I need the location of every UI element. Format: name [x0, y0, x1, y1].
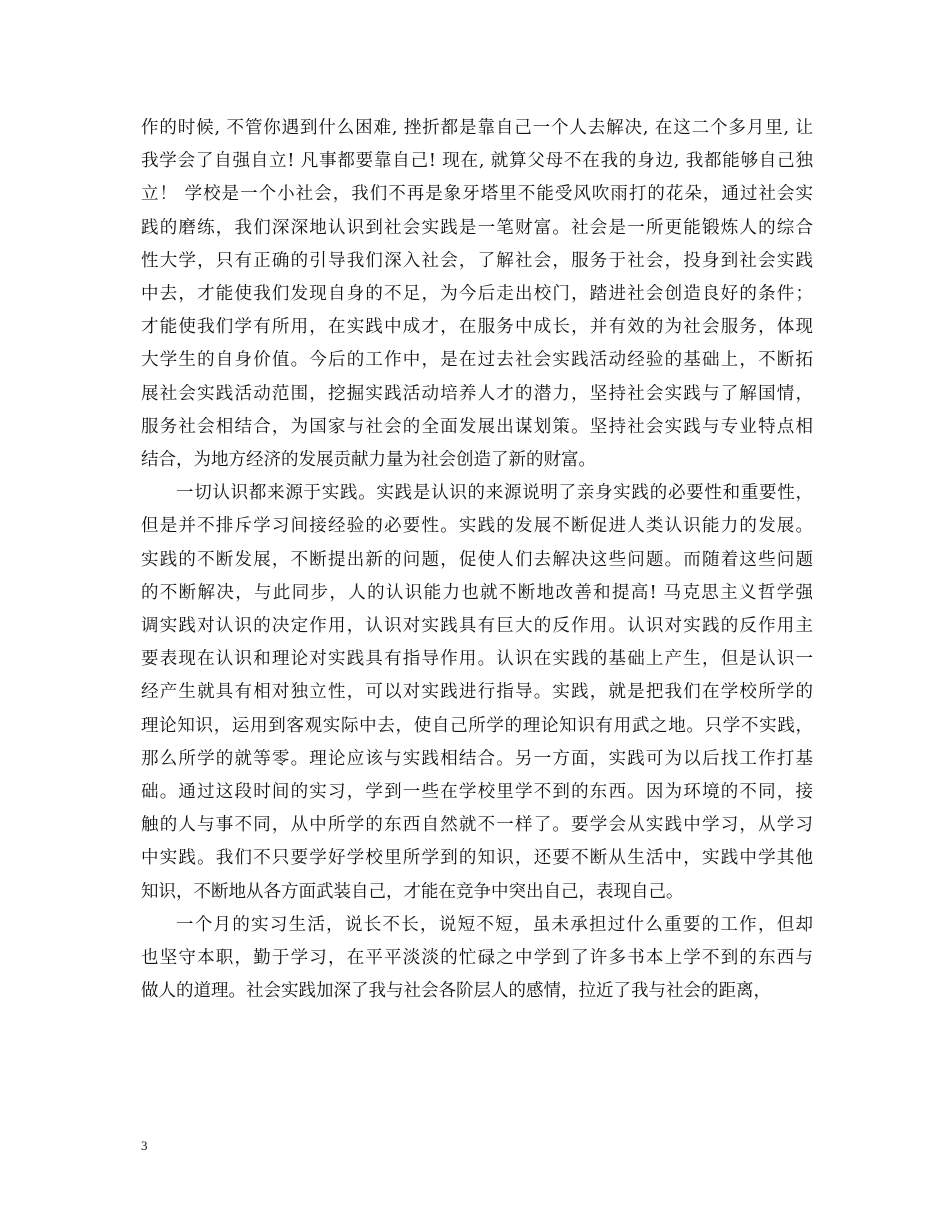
text-line: 中实践。我们不只要学好学校里所学到的知识，还要不断从生活中，实践中学其他 — [141, 848, 813, 869]
text-line: 理论知识，运用到客观实际中去，使自己所学的理论知识有用武之地。只学不实践， — [141, 715, 813, 736]
text-line: 一切认识都来源于实践。实践是认识的来源说明了亲身实践的必要性和重要性， — [176, 483, 813, 504]
text-line: 结合，为地方经济的发展贡献力量为社会创造了新的财富。 — [141, 450, 596, 470]
text-line: 立！ 学校是一个小社会，我们不再是象牙塔里不能受风吹雨打的花朵，通过社会实 — [141, 184, 813, 205]
text-line: 础。通过这段时间的实习，学到一些在学校里学不到的东西。因为环境的不同，接 — [141, 782, 813, 802]
text-line: 但是并不排斥学习间接经验的必要性。实践的发展不断促进人类认识能力的发展。 — [141, 516, 813, 537]
text-line: 服务社会相结合，为国家与社会的全面发展出谋划策。坚持社会实践与专业特点相 — [141, 416, 813, 437]
text-line: 做人的道理。社会实践加深了我与社会各阶层人的感情，拉近了我与社会的距离， — [141, 981, 771, 1002]
text-line: 实践的不断发展，不断提出新的问题，促使人们去解决这些问题。而随着这些问题 — [141, 549, 813, 570]
text-line: 触的人与事不同，从中所学的东西自然就不一样了。要学会从实践中学习，从学习 — [141, 815, 813, 836]
text-line: 性大学，只有正确的引导我们深入社会，了解社会，服务于社会，投身到社会实践 — [141, 250, 813, 271]
text-line: 知识，不断地从各方面武装自己，才能在竞争中突出自己，表现自己。 — [141, 881, 684, 902]
text-line: 大学生的自身价值。今后的工作中，是在过去社会实践活动经验的基础上，不断拓 — [141, 350, 813, 371]
text-line: 践的磨练，我们深深地认识到社会实践是一笔财富。社会是一所更能锻炼人的综合 — [141, 217, 813, 238]
text-line: 要表现在认识和理论对实践具有指导作用。认识在实践的基础上产生，但是认识一 — [141, 649, 813, 670]
text-line: 那么所学的就等零。理论应该与实践相结合。另一方面，实践可为以后找工作打基 — [141, 748, 813, 769]
text-line: 也坚守本职，勤于学习，在平平淡淡的忙碌之中学到了许多书本上学不到的东西与 — [141, 948, 813, 968]
page-number: 3 — [141, 1138, 148, 1153]
text-line: 展社会实践活动范围，挖掘实践活动培养人才的潜力，坚持社会实践与了解国情， — [141, 383, 813, 404]
text-line: 我学会了自强自立! 凡事都要靠自己! 现在, 就算父母不在我的身边, 我都能够自己独 — [141, 151, 813, 172]
text-line: 调实践对认识的决定作用，认识对实践具有巨大的反作用。认识对实践的反作用主 — [141, 616, 813, 636]
text-line: 作的时候, 不管你遇到什么困难, 挫折都是靠自己一个人去解决, 在这二个多月里, 让 — [141, 118, 813, 138]
text-line: 经产生就具有相对独立性，可以对实践进行指导。实践，就是把我们在学校所学的 — [141, 682, 813, 703]
text-line: 的不断解决，与此同步，人的认识能力也就不断地改善和提高! 马克思主义哲学强 — [141, 582, 813, 603]
text-line: 一个月的实习生活，说长不长，说短不短，虽未承担过什么重要的工作，但却 — [176, 914, 813, 935]
text-line: 中去，才能使我们发现自身的不足，为今后走出校门，踏进社会创造良好的条件； — [141, 284, 813, 304]
text-line: 才能使我们学有所用，在实践中成才，在服务中成长，并有效的为社会服务，体现 — [141, 317, 813, 338]
